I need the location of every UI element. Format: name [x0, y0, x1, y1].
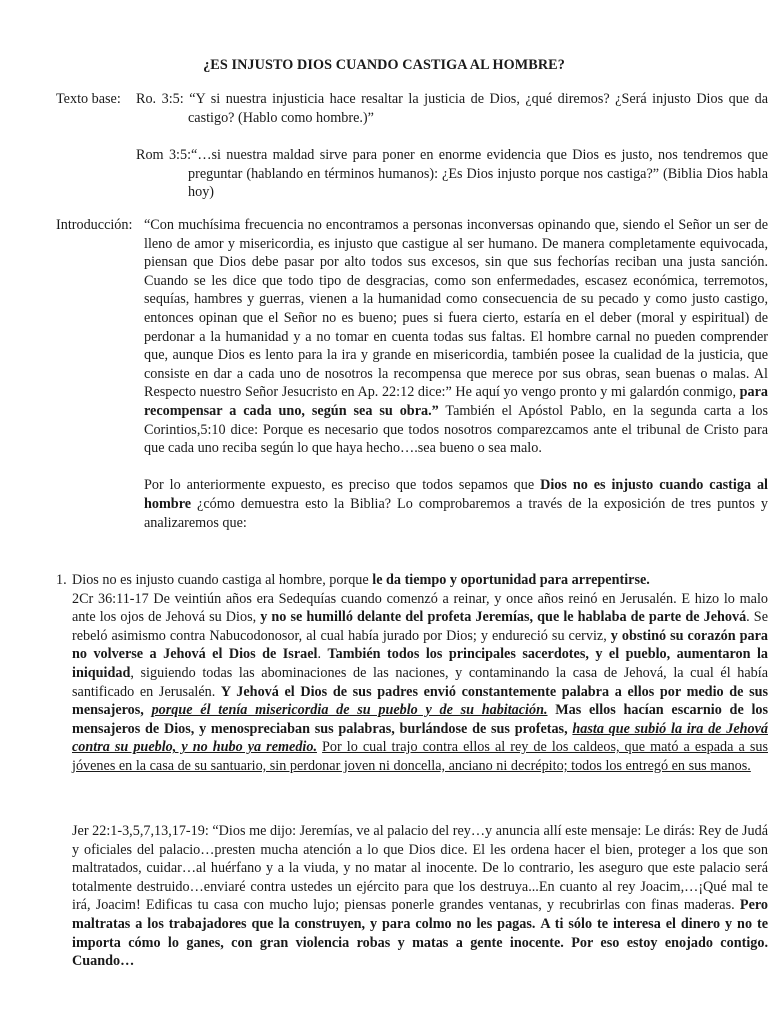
- scripture-bold: Y Jehová el Dios de sus padres envió constantemente palabra a ellos por medio de sus mensajeros,: [72, 683, 768, 719]
- texto-base-verse: [136, 90, 768, 127]
- scripture-bold: Mas ellos hacían escarnio de los mensajeros de Dios, y menospreciaban sus palabras, burlándose de sus profetas,: [72, 702, 768, 737]
- intro-text: “Con muchísima frecuencia no encontramos a personas inconversas opinando que, siendo el Señor un ser de lleno de amor y misericordia, es injusto que castigue al ser humano. De manera completamente equivocada, piensan que Dios debe pasar por alto todos sus excesos, sin que sus fechorías reciban una justa sanción. Cuando se les dice que todo tipo de desgracias, como son enfermedades, escasez económica, terremotos, sequías, hambres y guerras, vienen a la humanidad como consecuencia de su pecado y como justo castigo, entonces opinan que el Señor no es bueno; pues si fuera cierto, estaría en el deber (moral y espiritual) de perdonar a la humanidad y a no tomar en cuenta todas sus faltas. El hombre carnal no pueden comprender que, aunque Dios es lento para la ira y grande en misericordia, también posee la cualidad de la justicia, que consiste en dar a cada uno de nosotros la recompensa que merece por sus obras, sean buenas o malas. Al Respecto nuestro Señor Jesucristo en Ap. 22:12 dice:” He aquí yo vengo pronto y mi galardón conmigo,: [144, 217, 768, 401]
- scripture-bold-italic-underline: porque él tenía misericordia de su pueblo y de su habitación.: [151, 702, 548, 719]
- intro-bold-quote: para recompensar a cada uno, según sea su obra.”: [144, 384, 768, 419]
- intro-bold-thesis: Dios no es injusto cuando castiga al hombre: [144, 477, 768, 512]
- scripture-text: 2Cr 36:11-17 De veintiún años era Sedequías cuando comenzó a reinar, y once años reinó en Jerusalén. E hizo lo malo ante los ojos de Jehová su Dios,: [72, 590, 768, 626]
- intro-text: También el Apóstol Pablo, en la segunda carta a los Corintios,5:10 dice: Porque es necesario que todos nosotros comparezcamos ante el tribunal de Cristo para que cada uno reciba según lo que haya hecho….sea bueno o sea malo.: [144, 402, 768, 457]
- intro-paragraph: [144, 216, 768, 458]
- scripture-bold: Pero maltratas a los trabajadores que la construyen, y para colmo no les pagas.: [72, 897, 768, 932]
- scripture-bold: A ti sólo te interesa el dinero y no te importa cómo lo ganes, con gran violencia robas y matas a gente inocente. Por eso estoy enojado contigo. Cuando…: [72, 915, 768, 970]
- scripture-text: .: [317, 646, 321, 663]
- verse-text: “Y si nuestra injusticia hace resaltar la justicia de Dios, ¿qué diremos? ¿Será injusto Dios que da castigo? (Hablo como hombre.)”: [188, 91, 768, 126]
- point-lead: Dios no es injusto cuando castiga al hombre, porque: [72, 572, 369, 588]
- point-lead-bold: le da tiempo y oportunidad para arrepentirse.: [372, 572, 650, 588]
- texto-base-label: Texto base:: [56, 91, 121, 107]
- scripture-bold: y no se humilló delante del profeta Jeremías, que le hablaba de parte de Jehová: [260, 609, 747, 626]
- intro-text: Por lo anteriormente expuesto, es preciso que todos sepamos que: [144, 477, 535, 494]
- verse-text: “…si nuestra maldad sirve para poner en enorme evidencia que Dios es justo, nos tendremos que preguntar (hablando en términos humanos): ¿Es Dios injusto porque nos castiga?” (Biblia Dios habla hoy): [188, 147, 768, 201]
- scripture-text: . Se rebeló asimismo contra Nabucodonosor, al cual había jurado por Dios; y endureció su cerviz,: [72, 609, 768, 644]
- verse-reference: Rom 3:5:: [136, 147, 192, 163]
- texto-base-alt-verse: [136, 146, 768, 202]
- point-1-body: [72, 571, 768, 776]
- scripture-bold-italic-underline: hasta que subió la ira de Jehová contra su pueblo, y no hubo ya remedio.: [72, 720, 768, 756]
- jeremias-body: [72, 822, 768, 971]
- point-scripture: [72, 590, 768, 776]
- introduccion-body: [144, 216, 768, 532]
- point-number: 1.: [56, 572, 67, 588]
- scripture-text: , siguiendo todas las abominaciones de las naciones, y contaminando la casa de Jehová, la cual él había santificado en Jerusalén.: [72, 664, 768, 700]
- scripture-bold: También todos los principales sacerdotes, y el pueblo, aumentaron la iniquidad: [72, 646, 768, 681]
- scripture-bold: y obstinó su corazón para no volverse a Jehová el Dios de Israel: [72, 627, 768, 663]
- introduccion-label: Introducción:: [56, 217, 133, 233]
- intro-text: ¿cómo demuestra esto la Biblia? Lo comprobaremos a través de la exposición de tres puntos y analizaremos que:: [144, 495, 768, 531]
- scripture-underline: Por lo cual trajo contra ellos al rey de los caldeos, que mató a espada a sus jóvenes en la casa de su santuario, sin perdonar joven ni doncella, anciano ni decrépito; todos los entregó en sus manos.: [72, 739, 768, 774]
- page-title: ¿ES INJUSTO DIOS CUANDO CASTIGA AL HOMBRE?: [203, 57, 565, 73]
- point-heading: [72, 571, 768, 590]
- verse-reference: Ro. 3:5:: [136, 91, 184, 107]
- jeremias-scripture: [72, 822, 768, 971]
- scripture-text: Jer 22:1-3,5,7,13,17-19: “Dios me dijo: Jeremías, ve al palacio del rey…y anuncia allí este mensaje: Le dirás: Rey de Judá y oficiales del palacio…presten mucha atención a lo que Dios dice. El les ordena hacer el bien, proteger a los que son maltratados, cuidar…al huérfano y a la viuda, y no matar al inocente. De lo contrario, les aseguro que este palacio será totalmente destruido…enviaré contra ustedes un ejército para que los destruya...En cuanto al rey Joacim,…¡Qué mal te irá, Joacim! Edificas tu casa con mucho lujo; piensas ponerle grandes ventanas, y recubrirlas con finas maderas.: [72, 823, 768, 914]
- intro-paragraph: [144, 476, 768, 532]
